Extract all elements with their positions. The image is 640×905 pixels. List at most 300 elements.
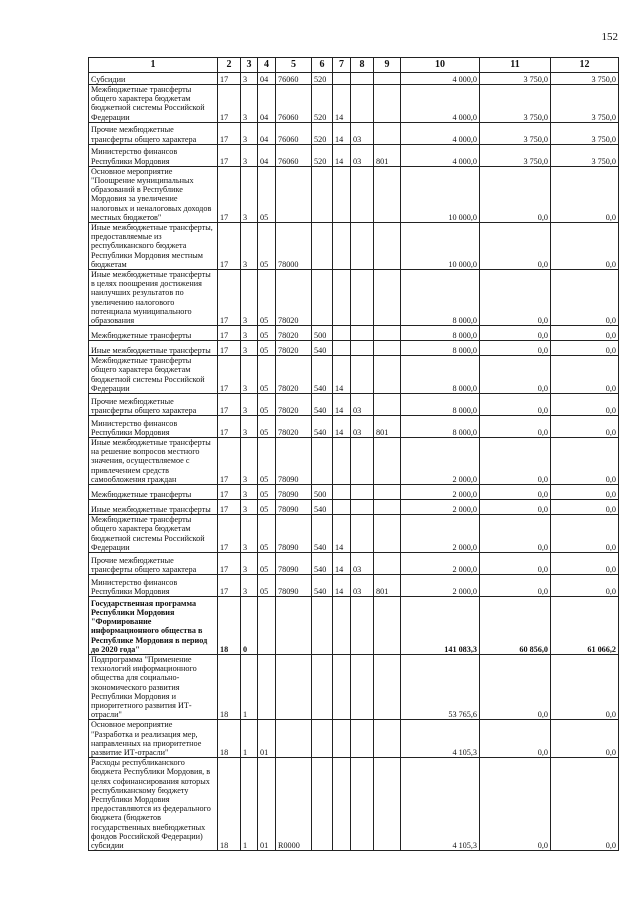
amount-col-10-cell: 8 000,0 — [401, 416, 480, 438]
amount-col-12-cell: 3 750,0 — [551, 122, 619, 144]
amount-col-10-cell: 8 000,0 — [401, 394, 480, 416]
col-4-cell: 05 — [258, 438, 276, 485]
col-6-cell — [312, 654, 333, 719]
col-5-cell — [276, 720, 312, 758]
col-8-cell — [351, 654, 374, 719]
col-6-cell: 520 — [312, 85, 333, 123]
col-4-cell: 05 — [258, 341, 276, 356]
item-name-cell: Субсидии — [89, 73, 218, 85]
amount-col-12-cell: 0,0 — [551, 758, 619, 851]
amount-col-10-cell: 2 000,0 — [401, 438, 480, 485]
amount-col-10-cell: 4 000,0 — [401, 73, 480, 85]
col-6-cell — [312, 270, 333, 326]
item-name-cell: Межбюджетные трансферты общего характера бюджетам бюджетной системы Российской Федерации — [89, 85, 218, 123]
col-6-cell: 540 — [312, 552, 333, 574]
col-5-cell: 78020 — [276, 394, 312, 416]
col-7-cell: 14 — [333, 356, 351, 394]
amount-col-11-cell: 0,0 — [480, 326, 551, 341]
amount-col-11-cell: 0,0 — [480, 416, 551, 438]
amount-col-10-cell: 2 000,0 — [401, 574, 480, 596]
item-name-cell: Прочие межбюджетные трансферты общего характера — [89, 552, 218, 574]
amount-col-11-cell: 0,0 — [480, 485, 551, 500]
item-name-cell: Межбюджетные трансферты — [89, 485, 218, 500]
col-2-cell: 17 — [218, 416, 241, 438]
col-8-cell: 03 — [351, 416, 374, 438]
col-7-cell: 14 — [333, 416, 351, 438]
header-row — [89, 58, 619, 73]
item-name-cell: Подпрограмма "Применение технологий информационного общества для социально-экономического развития Республики Мордовия и приоритетного развития ИТ-отрасли" — [89, 654, 218, 719]
col-8-cell — [351, 515, 374, 553]
amount-col-11-cell: 0,0 — [480, 223, 551, 270]
col-7-cell — [333, 758, 351, 851]
col-6-cell: 540 — [312, 515, 333, 553]
col-5-cell: 78090 — [276, 552, 312, 574]
col-4-cell: 05 — [258, 500, 276, 515]
table-row — [89, 515, 619, 553]
col-6-cell: 540 — [312, 341, 333, 356]
col-7-cell — [333, 720, 351, 758]
table-row — [89, 416, 619, 438]
col-4-cell: 04 — [258, 144, 276, 166]
amount-col-11-cell: 0,0 — [480, 515, 551, 553]
col-9-cell — [374, 438, 401, 485]
amount-col-12-cell: 0,0 — [551, 326, 619, 341]
amount-col-12-cell: 0,0 — [551, 552, 619, 574]
amount-col-11-cell: 0,0 — [480, 166, 551, 222]
col-3-cell: 3 — [241, 223, 258, 270]
col-8-cell — [351, 270, 374, 326]
amount-col-11-cell: 60 856,0 — [480, 596, 551, 654]
col-4-cell: 05 — [258, 356, 276, 394]
item-name-cell: Иные межбюджетные трансферты в целях поощрения достижения наилучших результатов по увеличению налогового потенциала муниципального образования — [89, 270, 218, 326]
col-5-cell: 78020 — [276, 416, 312, 438]
header-cell: 12 — [551, 58, 619, 73]
col-4-cell: 04 — [258, 122, 276, 144]
table-row — [89, 574, 619, 596]
col-6-cell: 540 — [312, 394, 333, 416]
amount-col-12-cell: 0,0 — [551, 166, 619, 222]
amount-col-10-cell: 2 000,0 — [401, 515, 480, 553]
col-9-cell — [374, 270, 401, 326]
col-9-cell — [374, 223, 401, 270]
col-8-cell: 03 — [351, 122, 374, 144]
amount-col-12-cell: 3 750,0 — [551, 85, 619, 123]
col-2-cell: 17 — [218, 326, 241, 341]
col-2-cell: 17 — [218, 515, 241, 553]
amount-col-11-cell: 0,0 — [480, 341, 551, 356]
item-name-cell: Межбюджетные трансферты — [89, 326, 218, 341]
col-9-cell — [374, 341, 401, 356]
col-3-cell: 3 — [241, 326, 258, 341]
col-9-cell — [374, 85, 401, 123]
col-5-cell: 78020 — [276, 270, 312, 326]
col-4-cell: 05 — [258, 394, 276, 416]
amount-col-11-cell: 3 750,0 — [480, 73, 551, 85]
amount-col-11-cell: 3 750,0 — [480, 144, 551, 166]
amount-col-10-cell: 4 105,3 — [401, 758, 480, 851]
col-5-cell: 78020 — [276, 356, 312, 394]
col-5-cell — [276, 654, 312, 719]
col-9-cell: 801 — [374, 574, 401, 596]
col-5-cell: 78020 — [276, 341, 312, 356]
table-row — [89, 485, 619, 500]
amount-col-12-cell: 0,0 — [551, 574, 619, 596]
amount-col-11-cell: 0,0 — [480, 758, 551, 851]
col-3-cell: 3 — [241, 394, 258, 416]
col-9-cell: 801 — [374, 144, 401, 166]
col-5-cell: 78090 — [276, 574, 312, 596]
col-6-cell: 520 — [312, 122, 333, 144]
table-row — [89, 654, 619, 719]
col-3-cell: 3 — [241, 438, 258, 485]
amount-col-12-cell: 0,0 — [551, 438, 619, 485]
col-3-cell: 3 — [241, 485, 258, 500]
col-3-cell: 3 — [241, 515, 258, 553]
amount-col-10-cell: 4 105,3 — [401, 720, 480, 758]
col-9-cell — [374, 500, 401, 515]
budget-table — [88, 57, 619, 851]
amount-col-12-cell: 0,0 — [551, 720, 619, 758]
col-2-cell: 18 — [218, 596, 241, 654]
amount-col-12-cell: 61 066,2 — [551, 596, 619, 654]
item-name-cell: Государственная программа Республики Мордовия "Формирование информационного общества в Республике Мордовия в период до 2020 года" — [89, 596, 218, 654]
col-4-cell — [258, 654, 276, 719]
amount-col-10-cell: 8 000,0 — [401, 326, 480, 341]
col-7-cell: 14 — [333, 574, 351, 596]
table-row — [89, 73, 619, 85]
col-3-cell: 3 — [241, 552, 258, 574]
item-name-cell: Иные межбюджетные трансферты, предоставляемые из республиканского бюджета Республики Мордовия местным бюджетам — [89, 223, 218, 270]
col-9-cell — [374, 515, 401, 553]
col-9-cell — [374, 596, 401, 654]
col-5-cell: 78020 — [276, 326, 312, 341]
item-name-cell: Министерство финансов Республики Мордовия — [89, 416, 218, 438]
header-cell: 11 — [480, 58, 551, 73]
col-6-cell: 520 — [312, 144, 333, 166]
col-9-cell: 801 — [374, 416, 401, 438]
col-4-cell: 01 — [258, 720, 276, 758]
col-7-cell — [333, 654, 351, 719]
col-3-cell: 3 — [241, 341, 258, 356]
amount-col-10-cell: 4 000,0 — [401, 85, 480, 123]
col-4-cell: 05 — [258, 326, 276, 341]
col-7-cell — [333, 485, 351, 500]
table-row — [89, 270, 619, 326]
header-cell: 5 — [276, 58, 312, 73]
col-7-cell — [333, 596, 351, 654]
col-6-cell — [312, 596, 333, 654]
col-6-cell: 540 — [312, 500, 333, 515]
table-row — [89, 394, 619, 416]
amount-col-12-cell: 0,0 — [551, 515, 619, 553]
col-7-cell: 14 — [333, 552, 351, 574]
col-2-cell: 17 — [218, 166, 241, 222]
col-8-cell — [351, 85, 374, 123]
item-name-cell: Иные межбюджетные трансферты — [89, 341, 218, 356]
col-9-cell — [374, 552, 401, 574]
amount-col-11-cell: 3 750,0 — [480, 85, 551, 123]
header-cell: 4 — [258, 58, 276, 73]
col-5-cell: 78000 — [276, 223, 312, 270]
col-9-cell — [374, 166, 401, 222]
col-8-cell — [351, 758, 374, 851]
col-5-cell: 78090 — [276, 515, 312, 553]
col-4-cell: 05 — [258, 223, 276, 270]
item-name-cell: Министерство финансов Республики Мордовия — [89, 144, 218, 166]
col-6-cell — [312, 758, 333, 851]
amount-col-11-cell: 0,0 — [480, 438, 551, 485]
table-row — [89, 122, 619, 144]
col-3-cell: 3 — [241, 85, 258, 123]
col-4-cell — [258, 596, 276, 654]
amount-col-11-cell: 0,0 — [480, 720, 551, 758]
col-2-cell: 17 — [218, 223, 241, 270]
col-9-cell — [374, 122, 401, 144]
table-row — [89, 166, 619, 222]
amount-col-12-cell: 0,0 — [551, 341, 619, 356]
col-5-cell — [276, 596, 312, 654]
col-3-cell: 0 — [241, 596, 258, 654]
amount-col-10-cell: 2 000,0 — [401, 485, 480, 500]
header-cell: 10 — [401, 58, 480, 73]
col-9-cell — [374, 356, 401, 394]
col-6-cell — [312, 720, 333, 758]
table-row — [89, 438, 619, 485]
col-8-cell: 03 — [351, 552, 374, 574]
col-6-cell — [312, 166, 333, 222]
col-2-cell: 17 — [218, 394, 241, 416]
amount-col-12-cell: 0,0 — [551, 356, 619, 394]
table-row — [89, 341, 619, 356]
col-2-cell: 17 — [218, 122, 241, 144]
item-name-cell: Расходы республиканского бюджета Республики Мордовия, в целях софинансирования которых республиканскому бюджету Республики Мордовия предоставляются из федерального бюджета (бюджетов государственных внебюджетных фондов Российской Федерации) субсидии — [89, 758, 218, 851]
item-name-cell: Иные межбюджетные трансферты — [89, 500, 218, 515]
col-2-cell: 17 — [218, 552, 241, 574]
col-8-cell — [351, 438, 374, 485]
col-8-cell — [351, 356, 374, 394]
amount-col-10-cell: 8 000,0 — [401, 270, 480, 326]
col-5-cell: 78090 — [276, 438, 312, 485]
table-row — [89, 85, 619, 123]
col-7-cell — [333, 166, 351, 222]
header-cell: 3 — [241, 58, 258, 73]
col-6-cell: 500 — [312, 326, 333, 341]
col-4-cell: 05 — [258, 416, 276, 438]
col-5-cell: 78090 — [276, 485, 312, 500]
header-cell: 8 — [351, 58, 374, 73]
amount-col-10-cell: 8 000,0 — [401, 341, 480, 356]
amount-col-12-cell: 0,0 — [551, 485, 619, 500]
col-3-cell: 3 — [241, 73, 258, 85]
amount-col-10-cell: 10 000,0 — [401, 166, 480, 222]
col-7-cell: 14 — [333, 394, 351, 416]
amount-col-10-cell: 141 083,3 — [401, 596, 480, 654]
col-9-cell — [374, 485, 401, 500]
col-4-cell: 05 — [258, 552, 276, 574]
amount-col-11-cell: 0,0 — [480, 270, 551, 326]
col-7-cell — [333, 326, 351, 341]
col-4-cell: 05 — [258, 485, 276, 500]
table-row — [89, 758, 619, 851]
col-7-cell — [333, 270, 351, 326]
amount-col-11-cell: 0,0 — [480, 500, 551, 515]
col-2-cell: 17 — [218, 574, 241, 596]
amount-col-12-cell: 3 750,0 — [551, 73, 619, 85]
col-4-cell: 01 — [258, 758, 276, 851]
col-6-cell: 540 — [312, 574, 333, 596]
col-5-cell: R0000 — [276, 758, 312, 851]
col-7-cell: 14 — [333, 85, 351, 123]
item-name-cell: Межбюджетные трансферты общего характера бюджетам бюджетной системы Российской Федерации — [89, 356, 218, 394]
col-6-cell: 540 — [312, 416, 333, 438]
col-8-cell: 03 — [351, 144, 374, 166]
item-name-cell: Прочие межбюджетные трансферты общего характера — [89, 394, 218, 416]
col-2-cell: 17 — [218, 485, 241, 500]
item-name-cell: Прочие межбюджетные трансферты общего характера — [89, 122, 218, 144]
col-2-cell: 18 — [218, 758, 241, 851]
amount-col-10-cell: 2 000,0 — [401, 500, 480, 515]
col-9-cell — [374, 720, 401, 758]
col-2-cell: 17 — [218, 356, 241, 394]
col-2-cell: 17 — [218, 438, 241, 485]
table-row — [89, 500, 619, 515]
item-name-cell: Межбюджетные трансферты общего характера бюджетам бюджетной системы Российской Федерации — [89, 515, 218, 553]
amount-col-10-cell: 4 000,0 — [401, 122, 480, 144]
col-3-cell: 1 — [241, 720, 258, 758]
col-8-cell — [351, 341, 374, 356]
col-6-cell: 500 — [312, 485, 333, 500]
col-4-cell: 04 — [258, 85, 276, 123]
col-3-cell: 3 — [241, 574, 258, 596]
amount-col-12-cell: 3 750,0 — [551, 144, 619, 166]
header-cell: 2 — [218, 58, 241, 73]
col-3-cell: 3 — [241, 270, 258, 326]
col-8-cell: 03 — [351, 574, 374, 596]
header-cell: 1 — [89, 58, 218, 73]
amount-col-11-cell: 3 750,0 — [480, 122, 551, 144]
col-2-cell: 18 — [218, 720, 241, 758]
col-5-cell: 76060 — [276, 73, 312, 85]
col-8-cell — [351, 596, 374, 654]
col-7-cell — [333, 500, 351, 515]
col-3-cell: 1 — [241, 654, 258, 719]
col-6-cell: 540 — [312, 356, 333, 394]
col-4-cell: 04 — [258, 73, 276, 85]
col-3-cell: 3 — [241, 500, 258, 515]
col-3-cell: 3 — [241, 356, 258, 394]
col-5-cell: 76060 — [276, 122, 312, 144]
col-2-cell: 17 — [218, 85, 241, 123]
col-8-cell — [351, 223, 374, 270]
table-row — [89, 326, 619, 341]
item-name-cell: Министерство финансов Республики Мордовия — [89, 574, 218, 596]
col-4-cell: 05 — [258, 515, 276, 553]
col-8-cell — [351, 485, 374, 500]
amount-col-10-cell: 53 765,6 — [401, 654, 480, 719]
col-5-cell: 76060 — [276, 144, 312, 166]
amount-col-12-cell: 0,0 — [551, 394, 619, 416]
table-row — [89, 720, 619, 758]
col-2-cell: 17 — [218, 270, 241, 326]
page-number: 152 — [601, 31, 618, 43]
amount-col-10-cell: 2 000,0 — [401, 552, 480, 574]
amount-col-12-cell: 0,0 — [551, 500, 619, 515]
col-2-cell: 17 — [218, 73, 241, 85]
col-4-cell: 05 — [258, 166, 276, 222]
col-5-cell — [276, 166, 312, 222]
amount-col-11-cell: 0,0 — [480, 552, 551, 574]
amount-col-10-cell: 8 000,0 — [401, 356, 480, 394]
amount-col-11-cell: 0,0 — [480, 356, 551, 394]
col-8-cell — [351, 166, 374, 222]
amount-col-11-cell: 0,0 — [480, 574, 551, 596]
header-cell: 6 — [312, 58, 333, 73]
col-3-cell: 3 — [241, 166, 258, 222]
col-3-cell: 3 — [241, 122, 258, 144]
col-7-cell: 14 — [333, 144, 351, 166]
col-3-cell: 3 — [241, 144, 258, 166]
amount-col-10-cell: 4 000,0 — [401, 144, 480, 166]
col-8-cell: 03 — [351, 394, 374, 416]
header-cell: 7 — [333, 58, 351, 73]
amount-col-12-cell: 0,0 — [551, 270, 619, 326]
item-name-cell: Основное мероприятие "Поощрение муниципальных образований в Республике Мордовия за увеличение налоговых и неналоговых доходов местных бюджетов" — [89, 166, 218, 222]
col-9-cell — [374, 73, 401, 85]
col-7-cell — [333, 223, 351, 270]
col-2-cell: 17 — [218, 500, 241, 515]
col-4-cell: 05 — [258, 574, 276, 596]
col-5-cell: 76060 — [276, 85, 312, 123]
col-5-cell: 78090 — [276, 500, 312, 515]
col-8-cell — [351, 720, 374, 758]
amount-col-12-cell: 0,0 — [551, 223, 619, 270]
col-2-cell: 17 — [218, 144, 241, 166]
amount-col-11-cell: 0,0 — [480, 394, 551, 416]
amount-col-10-cell: 10 000,0 — [401, 223, 480, 270]
col-7-cell: 14 — [333, 515, 351, 553]
col-6-cell — [312, 438, 333, 485]
table-row — [89, 552, 619, 574]
col-8-cell — [351, 73, 374, 85]
table-body — [89, 73, 619, 851]
table-row — [89, 144, 619, 166]
table-row — [89, 596, 619, 654]
col-3-cell: 1 — [241, 758, 258, 851]
col-7-cell — [333, 438, 351, 485]
col-8-cell — [351, 500, 374, 515]
item-name-cell: Иные межбюджетные трансферты на решение вопросов местного значения, осуществляемое с привлечением средств самообложения граждан — [89, 438, 218, 485]
col-9-cell — [374, 394, 401, 416]
col-9-cell — [374, 654, 401, 719]
col-7-cell — [333, 73, 351, 85]
amount-col-12-cell: 0,0 — [551, 654, 619, 719]
col-9-cell — [374, 758, 401, 851]
table-row — [89, 223, 619, 270]
col-8-cell — [351, 326, 374, 341]
col-7-cell: 14 — [333, 122, 351, 144]
amount-col-12-cell: 0,0 — [551, 416, 619, 438]
col-4-cell: 05 — [258, 270, 276, 326]
col-2-cell: 18 — [218, 654, 241, 719]
table-row — [89, 356, 619, 394]
col-7-cell — [333, 341, 351, 356]
col-6-cell — [312, 223, 333, 270]
item-name-cell: Основное мероприятие "Разработка и реализация мер, направленных на приоритетное развитие ИТ-отрасли" — [89, 720, 218, 758]
col-2-cell: 17 — [218, 341, 241, 356]
col-6-cell: 520 — [312, 73, 333, 85]
col-9-cell — [374, 326, 401, 341]
amount-col-11-cell: 0,0 — [480, 654, 551, 719]
